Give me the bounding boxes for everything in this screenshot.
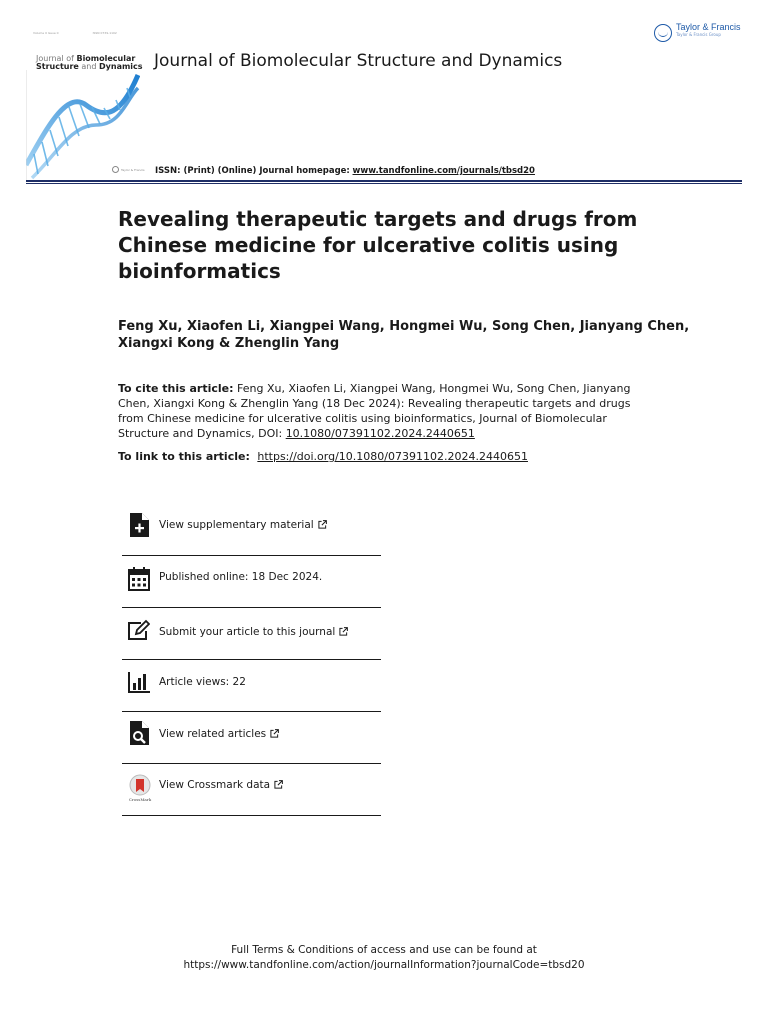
crossmark-caption: CrossMark — [128, 797, 152, 802]
external-link-icon — [270, 729, 279, 738]
issn-homepage-line: ISSN: (Print) (Online) Journal homepage: www.tandfonline.com/journals/tbsd20 — [155, 166, 535, 176]
article-views-item — [122, 660, 381, 712]
journal-homepage-link[interactable]: www.tandfonline.com/journals/tbsd20 — [352, 166, 535, 176]
submit-article-label: Submit your article to this journal — [159, 626, 336, 638]
article-link-line — [118, 449, 528, 464]
dna-helix-cover-image — [26, 70, 140, 180]
footer-terms-url[interactable]: https://www.tandfonline.com/action/journalInformation?journalCode=tbsd20 — [183, 959, 585, 971]
link-label: To link to this article: — [118, 450, 250, 463]
doi-link[interactable]: 10.1080/07391102.2024.2440651 — [285, 427, 475, 440]
mini-logo-icon — [112, 166, 119, 173]
cover-journal-logo: Journal of Biomolecular Structure and Dynamics — [36, 54, 143, 71]
related-articles-item[interactable] — [122, 712, 381, 764]
edit-icon — [128, 619, 150, 643]
search-document-icon — [128, 721, 150, 745]
journal-title: Journal of Biomolecular Structure and Dynamics — [154, 51, 563, 71]
header-divider — [26, 180, 742, 182]
cover-publisher-mini-logo: Taylor & Francis — [112, 166, 145, 173]
cite-label: To cite this article: — [118, 382, 234, 395]
crossmark-item[interactable] — [122, 764, 381, 816]
crossmark-label: View Crossmark data — [159, 779, 271, 791]
cite-text: Feng Xu, Xiaofen Li, Xiangpei Wang, Hongmei Wu, Song Chen, Jianyang Chen, Xiangxi Kong & Zhenglin Yang (18 Dec 2024): Revealing therapeutic targets and drugs from Chinese medicine for ulcerative colitis using bioinformatics, Journal of Biomolecular Structure and Dynamics, DOI: — [118, 382, 631, 440]
citation-block — [118, 381, 648, 441]
footer-line-1: Full Terms & Conditions of access and use can be found at — [231, 944, 537, 956]
publisher-logo: Taylor & Francis Taylor & Francis Group — [654, 22, 741, 42]
external-link-icon — [339, 627, 348, 636]
supplementary-material-item[interactable] — [122, 504, 381, 556]
terms-footer — [0, 943, 768, 973]
article-doi-url[interactable]: https://doi.org/10.1080/07391102.2024.2440651 — [257, 450, 528, 463]
crossmark-icon — [127, 774, 153, 802]
submit-article-item[interactable] — [122, 608, 381, 660]
publisher-logo-icon — [654, 24, 672, 42]
published-online-item — [122, 556, 381, 608]
calendar-icon — [128, 567, 150, 591]
published-online-label: Published online: 18 Dec 2024. — [159, 571, 323, 583]
supplementary-file-icon — [128, 513, 150, 537]
external-link-icon — [318, 520, 327, 529]
article-views-label: Article views: 22 — [159, 676, 246, 688]
related-articles-label: View related articles — [159, 728, 267, 740]
article-authors: Feng Xu, Xiaofen Li, Xiangpei Wang, Hongmei Wu, Song Chen, Jianyang Chen, Xiangxi Kong & Zhenglin Yang — [118, 319, 690, 351]
cover-thumbnail-top-text: Volume 0 Issue 0 ISSN 0739-1102 — [33, 31, 117, 35]
bar-chart-icon — [128, 670, 150, 694]
article-title: Revealing therapeutic targets and drugs from Chinese medicine for ulcerative colitis using bioinformatics — [118, 207, 638, 283]
article-info-list — [122, 504, 381, 816]
external-link-icon — [274, 780, 283, 789]
supplementary-material-label: View supplementary material — [159, 519, 314, 531]
